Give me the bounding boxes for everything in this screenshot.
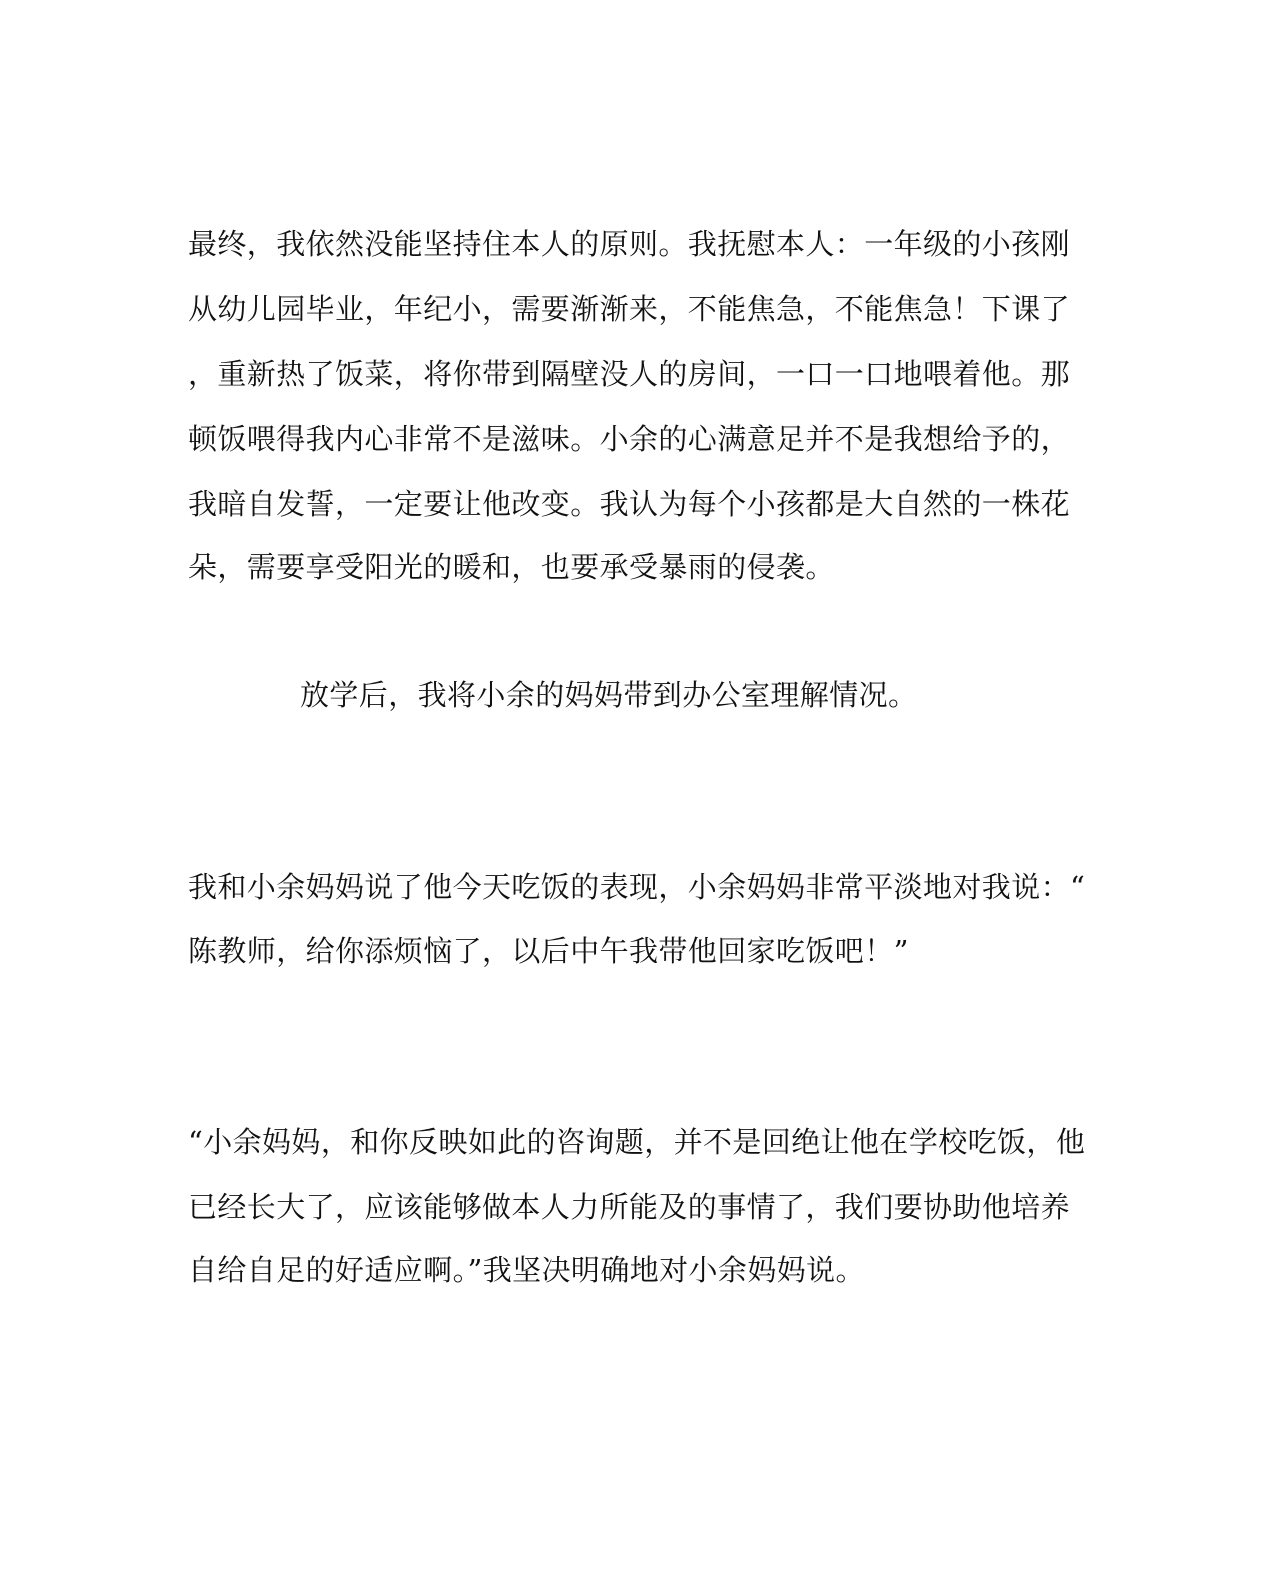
text-line: 我暗自发誓，一定要让他改变。我认为每个小孩都是大自然的一株花 xyxy=(188,487,1071,521)
text-line: 我和小余妈妈说了他今天吃饭的表现，小余妈妈非常平淡地对我说：“ xyxy=(188,870,1086,904)
text-line: 已经长大了，应该能够做本人力所能及的事情了，我们要协助他培养 xyxy=(188,1190,1071,1224)
text-line: 顿饭喂得我内心非常不是滋味。小余的心满意足并不是我想给予的， xyxy=(188,422,1071,456)
text-line: 放学后，我将小余的妈妈带到办公室理解情况。 xyxy=(300,678,918,712)
text-line: 最终，我依然没能坚持住本人的原则。我抚慰本人：一年级的小孩刚 xyxy=(188,227,1071,261)
text-line: 自给自足的好适应啊。”我坚决明确地对小余妈妈说。 xyxy=(188,1253,865,1287)
text-line: ，重新热了饭菜，将你带到隔壁没人的房间，一口一口地喂着他。那 xyxy=(188,357,1071,391)
text-line: 陈教师，给你添烦恼了，以后中午我带他回家吃饭吧！” xyxy=(188,934,909,968)
text-line: “小余妈妈，和你反映如此的咨询题，并不是回绝让他在学校吃饭，他 xyxy=(188,1125,1086,1159)
text-line: 从幼儿园毕业，年纪小，需要渐渐来，不能焦急，不能焦急！下课了 xyxy=(188,292,1071,326)
text-line: 朵，需要享受阳光的暖和，也要承受暴雨的侵袭。 xyxy=(188,550,835,584)
